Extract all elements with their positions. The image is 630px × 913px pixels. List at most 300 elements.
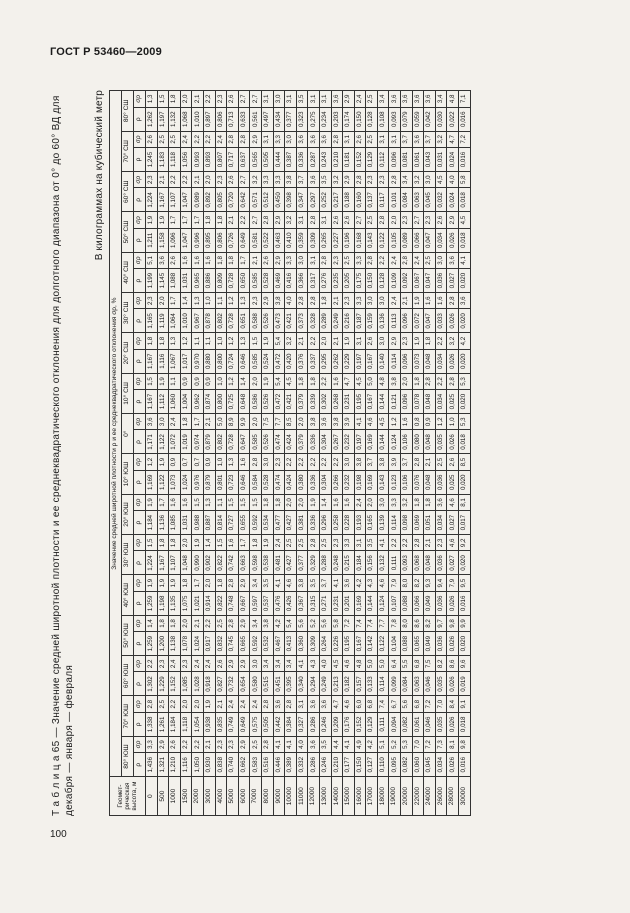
density-cell: 0,016 bbox=[459, 591, 471, 615]
sigma-cell: 3,3 bbox=[354, 252, 366, 268]
sigma-cell: 2,1 bbox=[192, 172, 204, 188]
table-row bbox=[308, 91, 320, 816]
altitude-cell: 24000 bbox=[424, 777, 436, 816]
sigma-cell: 3,0 bbox=[377, 293, 389, 309]
density-cell: 0,377 bbox=[285, 107, 297, 131]
sigma-cell: 2,8 bbox=[250, 454, 262, 470]
density-cell: 0,048 bbox=[424, 349, 436, 373]
density-cell: 0,068 bbox=[412, 551, 424, 575]
density-cell: 0,585 bbox=[250, 349, 262, 373]
density-cell: 0,512 bbox=[261, 188, 273, 212]
density-cell: 0,646 bbox=[238, 470, 250, 494]
sigma-cell: 2,5 bbox=[169, 131, 181, 147]
sigma-cell: 1,9 bbox=[157, 575, 169, 591]
density-cell: 1,073 bbox=[169, 470, 181, 494]
sigma-subheader: σρ bbox=[134, 696, 146, 712]
sigma-cell: 1,2 bbox=[180, 333, 192, 349]
sigma-cell: 2,7 bbox=[250, 212, 262, 228]
density-cell: 0,258 bbox=[331, 511, 343, 535]
density-cell: 1,167 bbox=[146, 390, 158, 414]
sigma-cell: 5,2 bbox=[308, 615, 320, 631]
density-cell: 0,195 bbox=[354, 390, 366, 414]
density-cell: 1,259 bbox=[146, 591, 158, 615]
sigma-cell: 9,7 bbox=[435, 615, 447, 631]
sigma-cell: 3,0 bbox=[424, 172, 436, 188]
density-cell: 0,713 bbox=[227, 107, 239, 131]
density-cell: 0,446 bbox=[273, 753, 285, 777]
density-cell: 0,749 bbox=[227, 712, 239, 736]
sigma-cell: 2,8 bbox=[146, 696, 158, 712]
density-cell: 1,028 bbox=[192, 672, 204, 696]
density-cell: 0,026 bbox=[447, 632, 459, 656]
density-cell: 0,444 bbox=[273, 148, 285, 172]
sigma-cell: 7,7 bbox=[377, 615, 389, 631]
sigma-cell: 1,2 bbox=[227, 373, 239, 389]
sigma-cell: 2,9 bbox=[238, 656, 250, 672]
altitude-cell: 10000 bbox=[285, 777, 297, 816]
density-cell: 0,184 bbox=[354, 551, 366, 575]
sigma-cell: 2,9 bbox=[343, 91, 355, 108]
density-cell: 0,243 bbox=[319, 148, 331, 172]
density-cell: 0,538 bbox=[261, 551, 273, 575]
sigma-cell: 2,3 bbox=[227, 736, 239, 752]
sigma-cell: 3,2 bbox=[435, 131, 447, 147]
sigma-cell: 2,7 bbox=[238, 172, 250, 188]
sigma-cell: 8,6 bbox=[412, 615, 424, 631]
rho-subheader: ρ bbox=[134, 712, 146, 736]
sigma-cell: 4,2 bbox=[273, 615, 285, 631]
sigma-cell: 3,8 bbox=[389, 373, 401, 389]
sigma-cell: 2,0 bbox=[296, 494, 308, 510]
sigma-cell: 2,6 bbox=[343, 212, 355, 228]
sigma-cell: 2,4 bbox=[354, 91, 366, 108]
sigma-cell: 2,9 bbox=[343, 172, 355, 188]
density-cell: 1,152 bbox=[169, 672, 181, 696]
sigma-subheader: σρ bbox=[134, 131, 146, 147]
altitude-cell: 16000 bbox=[354, 777, 366, 816]
sigma-cell: 1,5 bbox=[227, 494, 239, 510]
density-cell: 0,323 bbox=[296, 107, 308, 131]
sigma-cell: 2,7 bbox=[412, 212, 424, 228]
latitude-header: 50° СШ bbox=[122, 212, 134, 252]
density-cell: 0,474 bbox=[273, 470, 285, 494]
density-cell: 0,988 bbox=[192, 511, 204, 535]
density-cell: 0,082 bbox=[401, 753, 413, 777]
sigma-cell: 4,1 bbox=[354, 414, 366, 430]
sigma-cell: 7,9 bbox=[447, 575, 459, 591]
density-cell: 0,748 bbox=[227, 591, 239, 615]
sigma-cell: 2,5 bbox=[157, 696, 169, 712]
density-cell: 0,918 bbox=[203, 672, 215, 696]
sigma-cell: 7,2 bbox=[424, 736, 436, 752]
sigma-cell: 1,4 bbox=[238, 373, 250, 389]
caption-line-1: Т а б л и ц а 65 — Значение средней широтной плотности и ее среднеквадратического отклонения для долготного диапазона от 0° до 60° ВД для bbox=[51, 95, 62, 816]
sigma-cell: 2,3 bbox=[215, 172, 227, 188]
density-cell: 0,481 bbox=[273, 551, 285, 575]
sigma-cell: 3,2 bbox=[285, 333, 297, 349]
altitude-cell: 20000 bbox=[401, 777, 413, 816]
table-row bbox=[250, 91, 262, 816]
table-row bbox=[377, 91, 389, 816]
density-cell: 0,107 bbox=[389, 591, 401, 615]
sigma-cell: 1,2 bbox=[146, 454, 158, 470]
table-row bbox=[389, 91, 401, 816]
rho-subheader: ρ bbox=[134, 107, 146, 131]
density-cell: 0,654 bbox=[238, 672, 250, 696]
density-cell: 0,124 bbox=[389, 430, 401, 454]
density-cell: 0,034 bbox=[435, 228, 447, 252]
sigma-cell: 3,2 bbox=[331, 172, 343, 188]
density-cell: 0,026 bbox=[447, 309, 459, 333]
sigma-cell: 1,5 bbox=[192, 494, 204, 510]
sigma-cell: 1,0 bbox=[447, 414, 459, 430]
density-cell: 0,252 bbox=[319, 188, 331, 212]
sigma-cell: 3,6 bbox=[319, 414, 331, 430]
sigma-cell: 1,9 bbox=[261, 535, 273, 551]
density-cell: 0,246 bbox=[319, 753, 331, 777]
sigma-cell: 2,4 bbox=[192, 656, 204, 672]
sigma-cell: 3,3 bbox=[354, 293, 366, 309]
sigma-cell: 3,4 bbox=[435, 91, 447, 108]
sigma-cell: 1,5 bbox=[250, 494, 262, 510]
density-cell: 1,064 bbox=[169, 309, 181, 333]
density-cell: 1,010 bbox=[180, 309, 192, 333]
density-cell: 0,474 bbox=[273, 430, 285, 454]
density-cell: 0,020 bbox=[459, 551, 471, 575]
sigma-cell: 2,2 bbox=[169, 172, 181, 188]
density-cell: 1,024 bbox=[192, 632, 204, 656]
density-cell: 0,835 bbox=[215, 712, 227, 736]
sigma-cell: 1,6 bbox=[180, 252, 192, 268]
density-cell: 0,472 bbox=[273, 349, 285, 373]
rho-subheader: ρ bbox=[134, 228, 146, 252]
sigma-cell: 3,3 bbox=[343, 535, 355, 551]
rho-subheader: ρ bbox=[134, 309, 146, 333]
density-cell: 0,026 bbox=[447, 672, 459, 696]
sigma-cell: 3,8 bbox=[377, 454, 389, 470]
sigma-cell: 2,4 bbox=[389, 252, 401, 268]
sigma-cell: 3,6 bbox=[435, 494, 447, 510]
density-cell: 0,034 bbox=[435, 390, 447, 414]
density-cell: 0,329 bbox=[308, 551, 320, 575]
sigma-cell: 1,5 bbox=[157, 91, 169, 108]
density-cell: 0,035 bbox=[435, 672, 447, 696]
density-cell: 0,309 bbox=[308, 632, 320, 656]
density-cell: 0,723 bbox=[227, 470, 239, 494]
sigma-cell: 2,2 bbox=[389, 535, 401, 551]
sigma-cell: 8,1 bbox=[459, 494, 471, 510]
sigma-cell: 3,8 bbox=[273, 293, 285, 309]
sigma-cell: 2,2 bbox=[308, 454, 320, 470]
table-caption bbox=[50, 90, 90, 816]
density-table bbox=[109, 90, 471, 816]
sigma-cell: 0,9 bbox=[203, 454, 215, 470]
density-cell: 0,800 bbox=[215, 390, 227, 414]
density-cell: 0,018 bbox=[459, 712, 471, 736]
sigma-cell: 1,9 bbox=[157, 454, 169, 470]
sigma-cell: 1,2 bbox=[435, 414, 447, 430]
density-cell: 0,127 bbox=[366, 753, 378, 777]
density-cell: 0,099 bbox=[389, 672, 401, 696]
sigma-cell: 0,7 bbox=[180, 454, 192, 470]
sigma-cell: 4,1 bbox=[331, 575, 343, 591]
density-cell: 0,061 bbox=[412, 148, 424, 172]
density-cell: 0,561 bbox=[250, 107, 262, 131]
sigma-cell: 3,3 bbox=[273, 172, 285, 188]
density-cell: 0,197 bbox=[354, 349, 366, 373]
sigma-cell: 3,2 bbox=[412, 172, 424, 188]
rho-subheader: ρ bbox=[134, 591, 146, 615]
density-cell: 0,886 bbox=[203, 269, 215, 293]
sigma-cell: 1,1 bbox=[192, 333, 204, 349]
density-cell: 0,137 bbox=[366, 188, 378, 212]
sigma-cell: 1,8 bbox=[157, 535, 169, 551]
density-cell: 0,101 bbox=[389, 188, 401, 212]
density-cell: 0,216 bbox=[343, 309, 355, 333]
sigma-cell: 3,0 bbox=[377, 333, 389, 349]
density-cell: 1,197 bbox=[157, 107, 169, 131]
density-cell: 0,231 bbox=[343, 390, 355, 414]
sigma-cell: 1,6 bbox=[169, 494, 181, 510]
sigma-cell: 3,7 bbox=[319, 575, 331, 591]
sigma-cell: 3,4 bbox=[285, 656, 297, 672]
sigma-cell: 2,8 bbox=[308, 293, 320, 309]
density-cell: 0,410 bbox=[285, 228, 297, 252]
density-cell: 0,497 bbox=[261, 107, 273, 131]
sigma-cell: 3,1 bbox=[319, 91, 331, 108]
density-cell: 0,117 bbox=[377, 188, 389, 212]
sigma-cell: 2,5 bbox=[296, 535, 308, 551]
density-cell: 0,249 bbox=[331, 309, 343, 333]
sigma-cell: 3,8 bbox=[354, 454, 366, 470]
sigma-cell: 2,8 bbox=[227, 615, 239, 631]
sigma-cell: 2,3 bbox=[180, 656, 192, 672]
sigma-cell: 3,2 bbox=[447, 333, 459, 349]
sigma-cell: 2,6 bbox=[215, 656, 227, 672]
sigma-cell: 2,3 bbox=[215, 91, 227, 108]
table-row bbox=[447, 91, 459, 816]
latitude-header: 50° ЮШ bbox=[122, 615, 134, 655]
density-cell: 0,231 bbox=[331, 591, 343, 615]
density-cell: 0,195 bbox=[343, 632, 355, 656]
sigma-cell: 2,0 bbox=[285, 494, 297, 510]
density-cell: 0,575 bbox=[250, 712, 262, 736]
density-cell: 0,427 bbox=[285, 511, 297, 535]
sigma-cell: 2,0 bbox=[203, 575, 215, 591]
sigma-cell: 1,9 bbox=[146, 494, 158, 510]
sigma-cell: 3,6 bbox=[331, 91, 343, 108]
rho-subheader: ρ bbox=[134, 511, 146, 535]
density-cell: 0,228 bbox=[343, 511, 355, 535]
sigma-cell: 2,0 bbox=[319, 333, 331, 349]
sigma-cell: 2,4 bbox=[169, 414, 181, 430]
sigma-cell: 3,0 bbox=[250, 656, 262, 672]
sigma-cell: 3,1 bbox=[261, 91, 273, 108]
density-cell: 0,229 bbox=[343, 349, 355, 373]
altitude-cell: 30000 bbox=[459, 777, 471, 816]
density-cell: 0,996 bbox=[192, 228, 204, 252]
density-cell: 0,114 bbox=[389, 511, 401, 535]
density-cell: 0,026 bbox=[447, 430, 459, 454]
density-cell: 0,537 bbox=[261, 591, 273, 615]
density-cell: 0,048 bbox=[424, 470, 436, 494]
density-cell: 0,822 bbox=[215, 591, 227, 615]
sigma-cell: 2,3 bbox=[343, 293, 355, 309]
table-row bbox=[238, 91, 250, 816]
sigma-cell: 4,3 bbox=[308, 656, 320, 672]
density-cell: 0,327 bbox=[296, 712, 308, 736]
density-cell: 0,113 bbox=[389, 309, 401, 333]
sigma-cell: 1,0 bbox=[215, 333, 227, 349]
sigma-cell: 2,0 bbox=[296, 414, 308, 430]
density-cell: 0,332 bbox=[296, 753, 308, 777]
sigma-cell: 8,6 bbox=[447, 656, 459, 672]
density-cell: 0,879 bbox=[203, 470, 215, 494]
altitude-cell: 17000 bbox=[366, 777, 378, 816]
density-cell: 0,315 bbox=[308, 591, 320, 615]
rho-subheader: ρ bbox=[134, 672, 146, 696]
sigma-cell: 4,1 bbox=[343, 736, 355, 752]
density-cell: 0,649 bbox=[238, 712, 250, 736]
sigma-cell: 2,1 bbox=[203, 414, 215, 430]
sigma-cell: 2,0 bbox=[180, 91, 192, 108]
sigma-cell: 1,5 bbox=[215, 535, 227, 551]
density-cell: 0,974 bbox=[192, 430, 204, 454]
density-cell: 1,075 bbox=[180, 591, 192, 615]
density-cell: 1,078 bbox=[180, 632, 192, 656]
sigma-cell: 3,3 bbox=[389, 494, 401, 510]
density-cell: 0,093 bbox=[389, 107, 401, 131]
density-cell: 1,165 bbox=[146, 309, 158, 333]
density-cell: 0,049 bbox=[424, 591, 436, 615]
density-cell: 0,827 bbox=[215, 672, 227, 696]
sigma-cell: 2,2 bbox=[319, 454, 331, 470]
sigma-cell: 1,3 bbox=[169, 333, 181, 349]
sigma-cell: 1,9 bbox=[157, 212, 169, 228]
sigma-cell: 1,8 bbox=[250, 535, 262, 551]
sigma-cell: 2,8 bbox=[227, 131, 239, 147]
latitude-header: 10° СШ bbox=[122, 373, 134, 413]
sigma-cell: 4,0 bbox=[285, 293, 297, 309]
density-cell: 0,082 bbox=[401, 712, 413, 736]
density-cell: 0,294 bbox=[308, 672, 320, 696]
sigma-cell: 4,5 bbox=[331, 656, 343, 672]
altitude-cell: 1500 bbox=[180, 777, 192, 816]
rho-subheader: ρ bbox=[134, 269, 146, 293]
sigma-cell: 2,3 bbox=[215, 736, 227, 752]
density-cell: 0,317 bbox=[308, 269, 320, 293]
rho-subheader: ρ bbox=[134, 188, 146, 212]
sigma-cell: 1,6 bbox=[192, 252, 204, 268]
sigma-cell: 7,2 bbox=[424, 696, 436, 712]
sigma-cell: 1,9 bbox=[146, 575, 158, 591]
density-cell: 0,377 bbox=[296, 551, 308, 575]
density-cell: 1,259 bbox=[146, 632, 158, 656]
page-number: 100 bbox=[50, 829, 67, 840]
sigma-cell: 7,0 bbox=[412, 736, 424, 752]
density-cell: 0,647 bbox=[238, 430, 250, 454]
sigma-cell: 1,8 bbox=[157, 615, 169, 631]
density-cell: 0,098 bbox=[401, 511, 413, 535]
density-cell: 0,650 bbox=[238, 269, 250, 293]
density-cell: 0,108 bbox=[377, 107, 389, 131]
density-cell: 0,663 bbox=[238, 551, 250, 575]
density-cell: 1,116 bbox=[157, 349, 169, 373]
sigma-cell: 1,8 bbox=[157, 333, 169, 349]
sigma-cell: 7,4 bbox=[354, 615, 366, 631]
sigma-cell: 2,1 bbox=[157, 172, 169, 188]
sigma-subheader: σρ bbox=[134, 333, 146, 349]
density-cell: 0,026 bbox=[447, 712, 459, 736]
density-cell: 0,094 bbox=[389, 712, 401, 736]
density-cell: 1,261 bbox=[157, 712, 169, 736]
sigma-cell: 2,2 bbox=[308, 333, 320, 349]
sigma-cell: 4,5 bbox=[285, 373, 297, 389]
density-cell: 0,078 bbox=[412, 390, 424, 414]
density-cell: 0,427 bbox=[285, 551, 297, 575]
density-cell: 1,024 bbox=[180, 470, 192, 494]
sigma-cell: 1,8 bbox=[180, 414, 192, 430]
sigma-cell: 7,8 bbox=[389, 615, 401, 631]
sigma-cell: 1,6 bbox=[203, 252, 215, 268]
sigma-cell: 1,9 bbox=[203, 696, 215, 712]
table-row bbox=[354, 91, 366, 816]
table-row bbox=[424, 91, 436, 816]
sigma-cell: 5,3 bbox=[401, 736, 413, 752]
rho-subheader: ρ bbox=[134, 551, 146, 575]
sigma-cell: 5,4 bbox=[273, 333, 285, 349]
sigma-cell: 3,2 bbox=[250, 172, 262, 188]
sigma-cell: 3,5 bbox=[296, 91, 308, 108]
sigma-cell: 2,4 bbox=[273, 535, 285, 551]
density-cell: 0,297 bbox=[308, 188, 320, 212]
density-cell: 0,286 bbox=[308, 753, 320, 777]
density-cell: 0,416 bbox=[285, 269, 297, 293]
density-cell: 0,287 bbox=[308, 148, 320, 172]
density-cell: 1,245 bbox=[146, 148, 158, 172]
density-cell: 0,451 bbox=[273, 672, 285, 696]
density-cell: 0,642 bbox=[238, 188, 250, 212]
sigma-cell: 4,5 bbox=[354, 373, 366, 389]
density-cell: 0,633 bbox=[238, 107, 250, 131]
density-cell: 1,136 bbox=[157, 511, 169, 535]
altitude-cell: 8000 bbox=[261, 777, 273, 816]
sigma-cell: 2,8 bbox=[285, 696, 297, 712]
density-cell: 0,565 bbox=[250, 148, 262, 172]
altitude-cell: 5000 bbox=[227, 777, 239, 816]
density-cell: 0,336 bbox=[308, 470, 320, 494]
density-cell: 0,024 bbox=[447, 148, 459, 172]
density-cell: 0,032 bbox=[435, 188, 447, 212]
table-row bbox=[192, 91, 204, 816]
density-cell: 0,128 bbox=[366, 107, 378, 131]
density-cell: 0,725 bbox=[227, 390, 239, 414]
sigma-subheader: σρ bbox=[134, 293, 146, 309]
sigma-cell: 3,6 bbox=[389, 91, 401, 108]
sigma-cell: 2,4 bbox=[203, 656, 215, 672]
sigma-subheader: σρ bbox=[134, 454, 146, 470]
density-cell: 0,232 bbox=[343, 430, 355, 454]
density-cell: 0,806 bbox=[215, 228, 227, 252]
sigma-cell: 2,4 bbox=[180, 131, 192, 147]
density-cell: 0,020 bbox=[459, 390, 471, 414]
density-cell: 0,016 bbox=[459, 148, 471, 172]
table-row bbox=[273, 91, 285, 816]
sigma-cell: 1,2 bbox=[389, 414, 401, 430]
sigma-cell: 7,7 bbox=[273, 414, 285, 430]
sigma-cell: 3,0 bbox=[366, 293, 378, 309]
sigma-cell: 5,6 bbox=[401, 696, 413, 712]
